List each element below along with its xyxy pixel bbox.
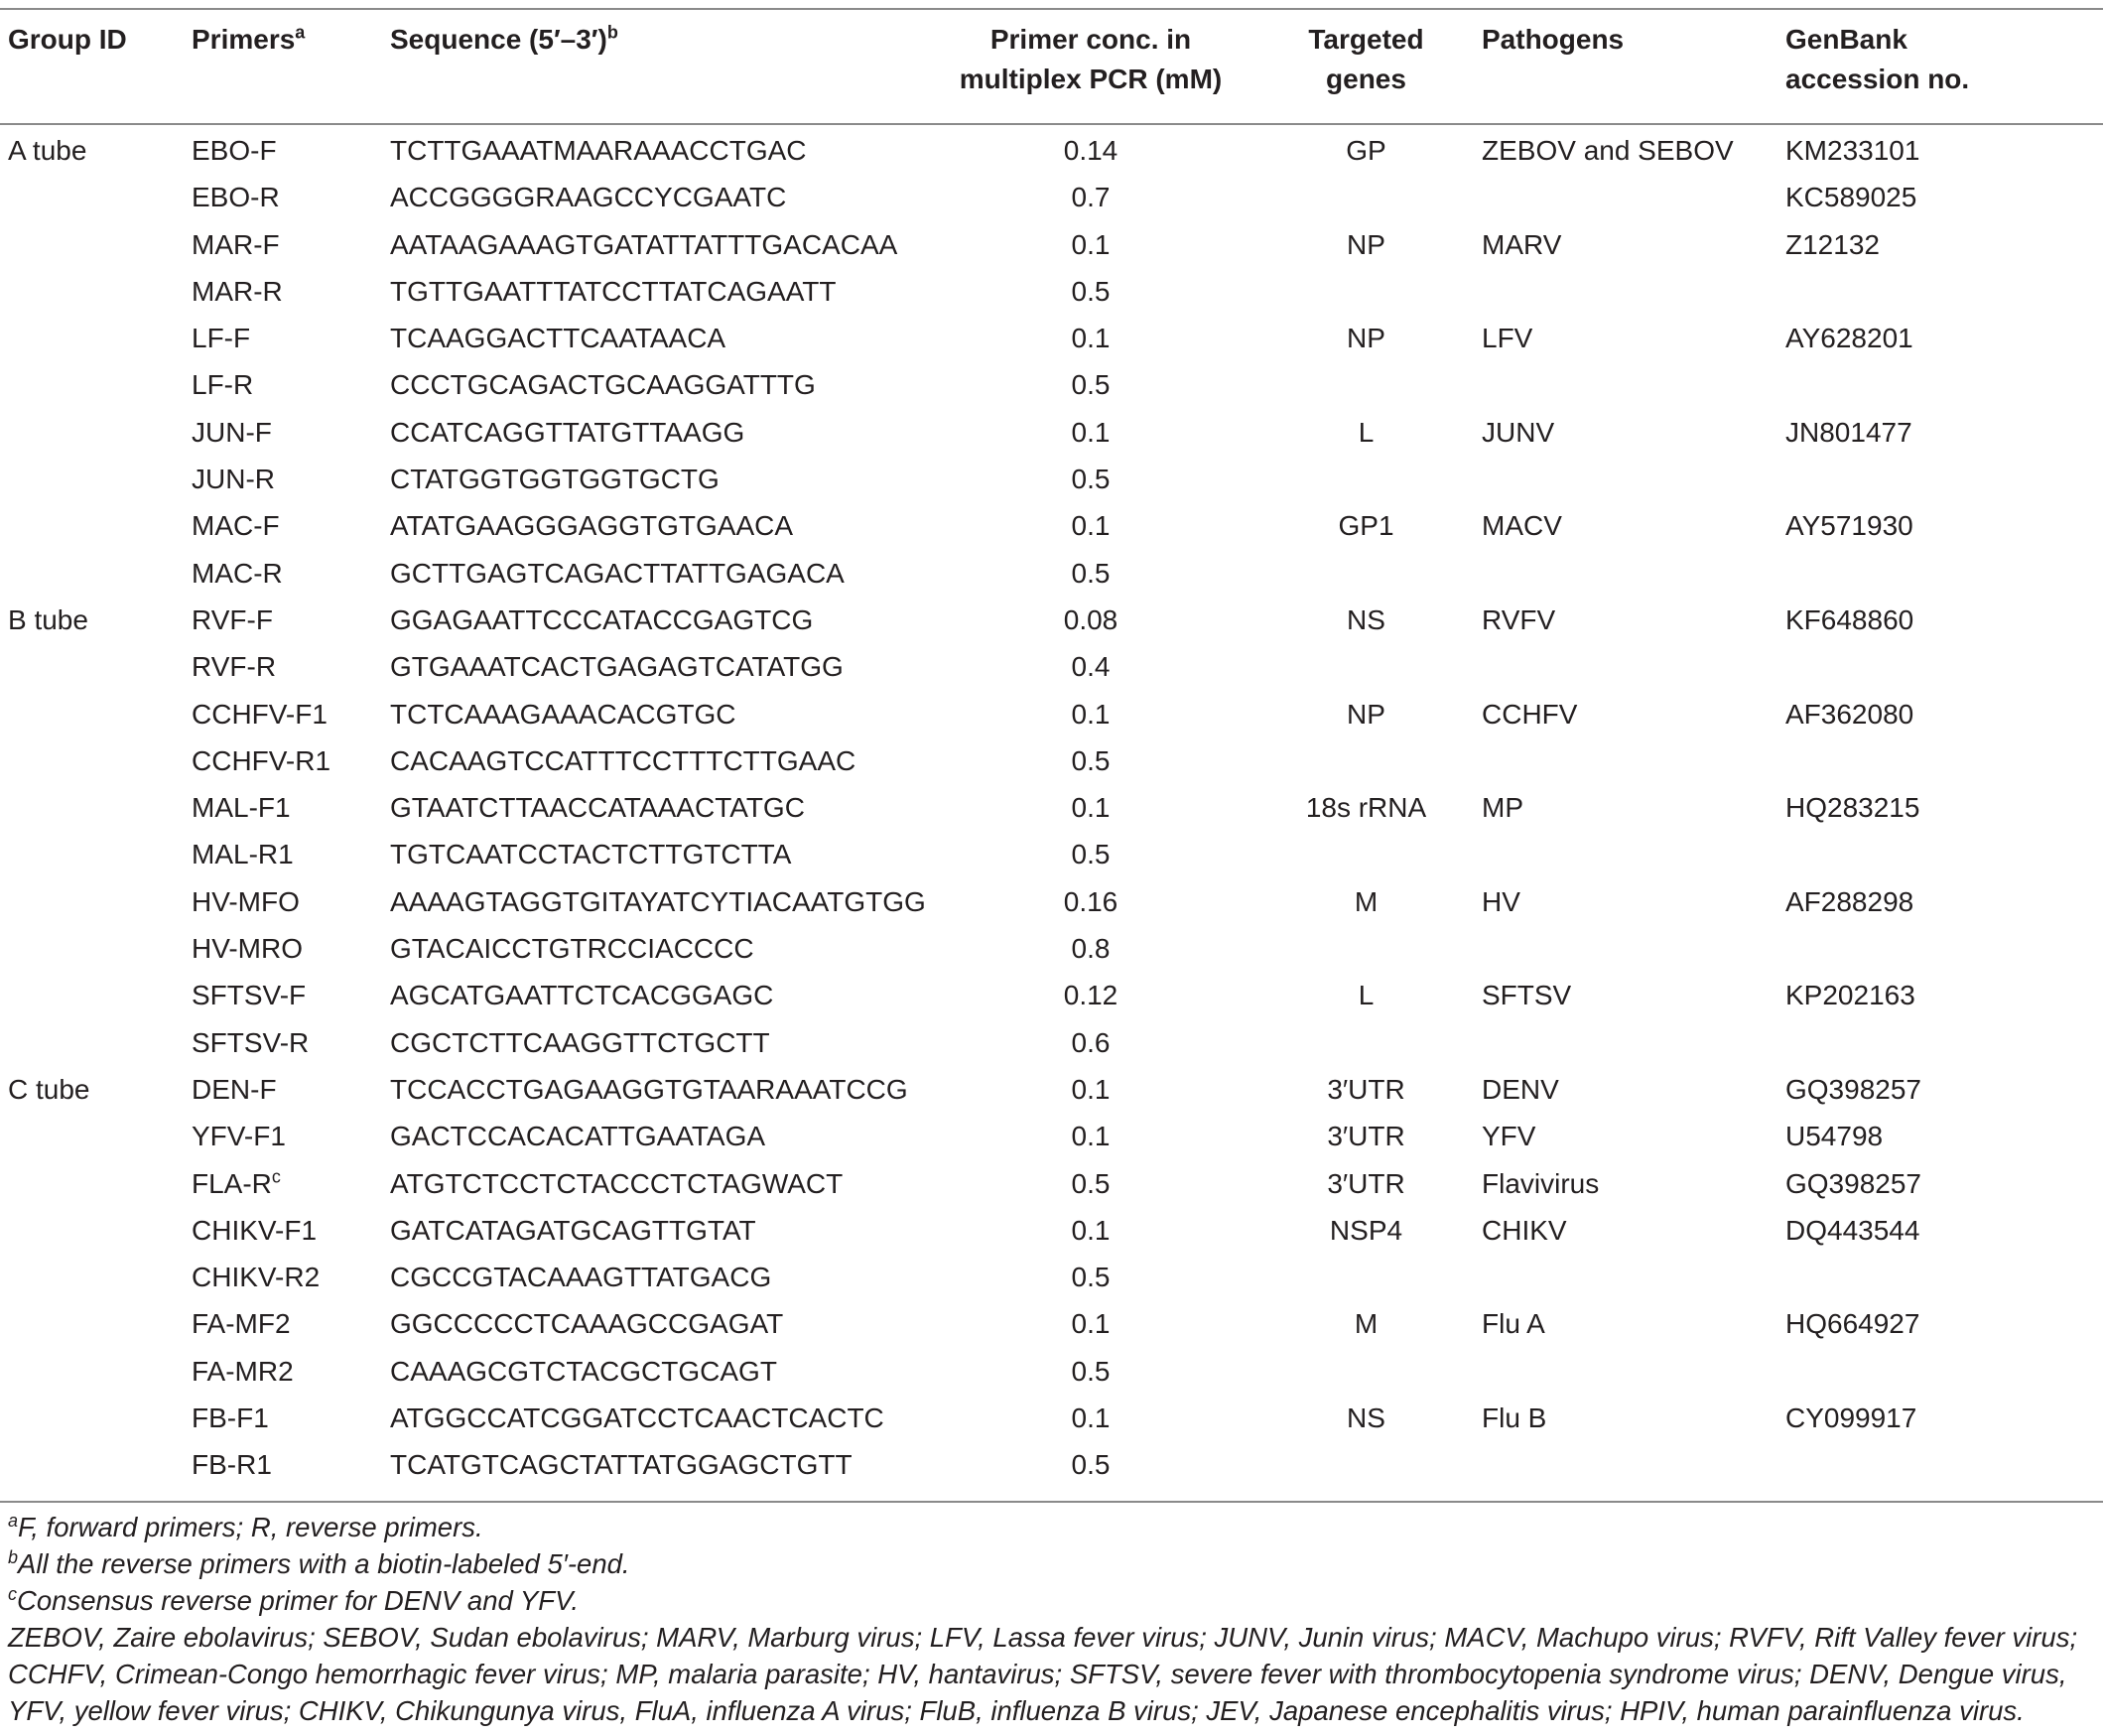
cell-group-id — [0, 1207, 192, 1254]
cell-primer: LF-R — [192, 369, 254, 401]
cell-sequence: GCTTGAGTCAGACTTATTGAGACA — [390, 557, 845, 589]
cell-pathogen: Flu A — [1482, 1308, 1545, 1340]
cell-primer: FA-MF2 — [192, 1308, 291, 1340]
cell-group-id — [0, 643, 192, 690]
table-row — [0, 784, 2103, 831]
cell-genbank-accession: GQ398257 — [1785, 1167, 1921, 1199]
cell-pathogen — [1482, 1019, 1785, 1066]
cell-sequence: ATATGAAGGGAGGTGTGAACA — [390, 510, 794, 542]
cell-group-id — [0, 1160, 192, 1207]
cell-primer-conc: 0.5 — [1071, 557, 1111, 589]
cell-primer: HV-MRO — [192, 933, 303, 965]
table-row — [0, 1066, 2103, 1113]
footnote-abbreviations: ZEBOV, Zaire ebolavirus; SEBOV, Sudan ebolavirus; MARV, Marburg virus; LFV, Lassa fever virus; JUNV, Junin virus; MACV, Machupo virus; RVFV, Rift Valley fever virus; CCHFV, Crimean-Congo hemorrhagic fever virus; MP, malaria parasite; HV, hantavirus; SFTSV, severe fever with thrombocytopenia syndrome virus; DENV, Dengue virus, YFV, yellow fever virus; CHIKV, Chikungunya virus, FluA, influenza A virus; FluB, influenza B virus; JEV, Japanese encephalitis virus; HPIV, human parainfluenza virus. — [8, 1622, 2078, 1726]
cell-sequence: GGAGAATTCCCATACCGAGTCG — [390, 603, 814, 635]
table-row — [0, 925, 2103, 972]
cell-pathogen — [1482, 737, 1785, 784]
cell-pathogen — [1482, 1348, 1785, 1395]
cell-primer: LF-F — [192, 323, 251, 354]
cell-targeted-gene — [1250, 550, 1482, 597]
cell-pathogen: CCHFV — [1482, 698, 1578, 730]
cell-group-id — [0, 174, 192, 220]
cell-primer: JUN-R — [192, 464, 275, 495]
cell-genbank-accession — [1785, 1441, 2103, 1488]
cell-pathogen: MARV — [1482, 228, 1562, 260]
cell-targeted-gene: 3′UTR — [1327, 1073, 1405, 1105]
cell-group-id — [0, 1348, 192, 1395]
cell-primer-conc: 0.5 — [1071, 464, 1111, 495]
table-row — [0, 1395, 2103, 1441]
cell-targeted-gene — [1250, 361, 1482, 408]
cell-group-id — [0, 502, 192, 549]
cell-sequence: CGCTCTTCAAGGTTCTGCTT — [390, 1026, 770, 1058]
cell-genbank-accession — [1785, 643, 2103, 690]
cell-genbank-accession: U54798 — [1785, 1121, 1884, 1152]
cell-genbank-accession: AF362080 — [1785, 698, 1914, 730]
cell-primer-conc: 0.8 — [1071, 933, 1111, 965]
cell-targeted-gene — [1250, 1441, 1482, 1488]
cell-targeted-gene: GP — [1346, 135, 1386, 166]
cell-sequence: CGCCGTACAAAGTTATGACG — [390, 1262, 772, 1293]
cell-pathogen: RVFV — [1482, 603, 1556, 635]
cell-pathogen — [1482, 643, 1785, 690]
header-genbank: GenBank accession no. — [1785, 24, 1970, 94]
cell-primer-conc: 0.5 — [1071, 839, 1111, 870]
cell-group-id — [0, 831, 192, 877]
header-targeted-genes: Targeted genes — [1308, 24, 1424, 94]
table-row — [0, 597, 2103, 643]
cell-primer-conc: 0.5 — [1071, 744, 1111, 776]
cell-sequence: GATCATAGATGCAGTTGTAT — [390, 1214, 756, 1246]
cell-group-id — [0, 221, 192, 268]
cell-pathogen — [1482, 1441, 1785, 1488]
cell-targeted-gene: 18s rRNA — [1305, 792, 1427, 824]
cell-pathogen — [1482, 268, 1785, 315]
table-row — [0, 1160, 2103, 1207]
cell-sequence: TCCACCTGAGAAGGTGTAARAAATCCG — [390, 1073, 908, 1105]
footnote-marker: c — [271, 1166, 281, 1187]
cell-genbank-accession — [1785, 1348, 2103, 1395]
cell-primer: EBO-R — [192, 182, 280, 213]
cell-pathogen: Flu B — [1482, 1402, 1547, 1434]
table-body — [0, 113, 2103, 1489]
cell-sequence: TCATGTCAGCTATTATGGAGCTGTT — [390, 1449, 853, 1481]
cell-genbank-accession: KP202163 — [1785, 980, 1915, 1011]
cell-group-id — [0, 268, 192, 315]
cell-primer-conc: 0.1 — [1071, 1308, 1111, 1340]
cell-primer: FA-MR2 — [192, 1355, 294, 1387]
primer-table — [0, 10, 2103, 1489]
table-row — [0, 409, 2103, 456]
cell-pathogen: ZEBOV and SEBOV — [1482, 135, 1734, 166]
cell-primer-conc: 0.08 — [1063, 603, 1118, 635]
cell-primer-conc: 0.1 — [1071, 1073, 1111, 1105]
cell-primer: MAL-R1 — [192, 839, 294, 870]
cell-targeted-gene: NS — [1347, 603, 1385, 635]
cell-group-id — [0, 315, 192, 361]
cell-genbank-accession: KF648860 — [1785, 603, 1914, 635]
cell-targeted-gene: NSP4 — [1329, 1214, 1403, 1246]
cell-primer-conc: 0.5 — [1071, 1355, 1111, 1387]
cell-genbank-accession: CY099917 — [1785, 1402, 1917, 1434]
cell-group-id — [0, 1254, 192, 1300]
cell-sequence: TCTTGAAATMAARAAACCTGAC — [390, 135, 807, 166]
cell-pathogen: HV — [1482, 885, 1520, 917]
cell-group-id — [0, 409, 192, 456]
cell-group-id: C tube — [8, 1073, 90, 1105]
table-row — [0, 456, 2103, 502]
cell-primer: JUN-F — [192, 416, 272, 448]
cell-pathogen — [1482, 550, 1785, 597]
cell-pathogen — [1482, 831, 1785, 877]
cell-targeted-gene — [1250, 456, 1482, 502]
table-row — [0, 315, 2103, 361]
header-pathogens: Pathogens — [1482, 24, 1625, 55]
cell-sequence: AATAAGAAAGTGATATTATTTGACACAA — [390, 228, 898, 260]
cell-genbank-accession — [1785, 361, 2103, 408]
cell-pathogen — [1482, 456, 1785, 502]
cell-group-id — [0, 1019, 192, 1066]
footnote-a: $^a$F, forward primers; R, reverse primers. — [8, 1510, 483, 1542]
cell-pathogen: JUNV — [1482, 416, 1555, 448]
cell-primer-conc: 0.1 — [1071, 323, 1111, 354]
cell-genbank-accession — [1785, 831, 2103, 877]
table-row — [0, 268, 2103, 315]
cell-sequence: CAAAGCGTCTACGCTGCAGT — [390, 1355, 777, 1387]
cell-pathogen: YFV — [1482, 1121, 1536, 1152]
cell-sequence: ACCGGGGRAAGCCYCGAATC — [390, 182, 787, 213]
table-row — [0, 1113, 2103, 1159]
cell-genbank-accession — [1785, 925, 2103, 972]
cell-pathogen — [1482, 1254, 1785, 1300]
cell-group-id: B tube — [8, 603, 88, 635]
bottom-rule — [0, 1501, 2103, 1503]
cell-primer-conc: 0.5 — [1071, 275, 1111, 307]
cell-targeted-gene: L — [1358, 416, 1375, 448]
cell-targeted-gene — [1250, 268, 1482, 315]
cell-sequence: GACTCCACACATTGAATAGA — [390, 1121, 766, 1152]
cell-targeted-gene: M — [1354, 1308, 1379, 1340]
cell-primer-conc: 0.5 — [1071, 1262, 1111, 1293]
cell-genbank-accession: AY628201 — [1785, 323, 1913, 354]
cell-genbank-accession: Z12132 — [1785, 228, 1880, 260]
cell-genbank-accession: GQ398257 — [1785, 1073, 1921, 1105]
cell-sequence: GTACAICCTGTRCCIACCCC — [390, 933, 754, 965]
header-primers: Primers$^a$ — [192, 22, 306, 55]
cell-group-id — [0, 456, 192, 502]
table-row — [0, 221, 2103, 268]
cell-primer-conc: 0.1 — [1071, 510, 1111, 542]
cell-sequence: ATGGCCATCGGATCCTCAACTCACTC — [390, 1402, 884, 1434]
table-row — [0, 174, 2103, 220]
cell-pathogen — [1482, 925, 1785, 972]
cell-group-id — [0, 1300, 192, 1347]
cell-primer: FB-R1 — [192, 1449, 272, 1481]
cell-genbank-accession: KC589025 — [1785, 182, 1917, 213]
cell-primer: HV-MFO — [192, 885, 300, 917]
cell-primer: CHIKV-R2 — [192, 1262, 321, 1293]
table-row — [0, 1207, 2103, 1254]
cell-group-id — [0, 1395, 192, 1441]
cell-primer: MAR-R — [192, 275, 283, 307]
cell-sequence: ATGTCTCCTCTACCCTCTAGWACT — [390, 1167, 844, 1199]
cell-genbank-accession: JN801477 — [1785, 416, 1912, 448]
table-row — [0, 550, 2103, 597]
cell-group-id — [0, 691, 192, 737]
cell-primer: RVF-R — [192, 651, 277, 683]
cell-primer-conc: 0.14 — [1063, 135, 1118, 166]
cell-primer-conc: 0.12 — [1063, 980, 1118, 1011]
table-row — [0, 502, 2103, 549]
cell-primer: DEN-F — [192, 1073, 277, 1105]
table-row — [0, 361, 2103, 408]
cell-sequence: AAAAGTAGGTGITAYATCYTIACAATGTGG — [390, 885, 926, 917]
cell-pathogen: Flavivirus — [1482, 1167, 1600, 1199]
cell-primer: CCHFV-F1 — [192, 698, 328, 730]
cell-targeted-gene: 3′UTR — [1327, 1121, 1405, 1152]
cell-targeted-gene — [1250, 925, 1482, 972]
cell-pathogen: SFTSV — [1482, 980, 1572, 1011]
cell-pathogen: CHIKV — [1482, 1214, 1567, 1246]
cell-group-id — [0, 972, 192, 1018]
cell-primer-conc: 0.1 — [1071, 792, 1111, 824]
cell-sequence: CCCTGCAGACTGCAAGGATTTG — [390, 369, 816, 401]
cell-primer: CHIKV-F1 — [192, 1214, 318, 1246]
cell-primer: MAL-F1 — [192, 792, 291, 824]
cell-genbank-accession: HQ283215 — [1785, 792, 1920, 824]
cell-primer: MAC-F — [192, 510, 280, 542]
cell-sequence: TCTCAAAGAAACACGTGC — [390, 698, 736, 730]
cell-primer: MAC-R — [192, 557, 283, 589]
cell-pathogen — [1482, 174, 1785, 220]
cell-primer: EBO-F — [192, 135, 277, 166]
header-group-id: Group ID — [8, 24, 127, 55]
cell-genbank-accession — [1785, 268, 2103, 315]
table-row — [0, 1019, 2103, 1066]
cell-group-id — [0, 737, 192, 784]
cell-targeted-gene — [1250, 831, 1482, 877]
cell-genbank-accession — [1785, 456, 2103, 502]
cell-primer: SFTSV-R — [192, 1026, 310, 1058]
cell-sequence: AGCATGAATTCTCACGGAGC — [390, 980, 774, 1011]
table-row — [0, 643, 2103, 690]
table-row — [0, 1441, 2103, 1488]
table-row — [0, 1254, 2103, 1300]
cell-genbank-accession — [1785, 1019, 2103, 1066]
cell-primer-conc: 0.4 — [1071, 651, 1111, 683]
cell-genbank-accession — [1785, 550, 2103, 597]
cell-sequence: TGTTGAATTTATCCTTATCAGAATT — [390, 275, 837, 307]
cell-sequence: TCAAGGACTTCAATAACA — [390, 323, 726, 354]
cell-primer-conc: 0.1 — [1071, 228, 1111, 260]
cell-primer: FLA-$R^c$ — [192, 1166, 281, 1199]
cell-pathogen: DENV — [1482, 1073, 1559, 1105]
cell-group-id — [0, 1113, 192, 1159]
cell-targeted-gene: NP — [1347, 228, 1385, 260]
cell-genbank-accession — [1785, 737, 2103, 784]
cell-group-id — [0, 878, 192, 925]
cell-primer-conc: 0.7 — [1071, 182, 1111, 213]
cell-primer-conc: 0.5 — [1071, 1449, 1111, 1481]
cell-targeted-gene: GP1 — [1338, 510, 1394, 542]
cell-primer-conc: 0.1 — [1071, 416, 1111, 448]
header-primer-conc: Primer conc. in multiplex PCR (mM) — [959, 24, 1223, 94]
header-sequence: Sequence $(5'-3')^b$ — [390, 22, 618, 55]
cell-genbank-accession: AY571930 — [1785, 510, 1913, 542]
cell-primer-conc: 0.5 — [1071, 1167, 1111, 1199]
cell-primer: YFV-F1 — [192, 1121, 286, 1152]
cell-primer-conc: 0.6 — [1071, 1026, 1111, 1058]
cell-targeted-gene — [1250, 1019, 1482, 1066]
cell-targeted-gene — [1250, 643, 1482, 690]
cell-primer: FB-F1 — [192, 1402, 269, 1434]
cell-primer-conc: 0.16 — [1063, 885, 1118, 917]
cell-primer: CCHFV-R1 — [192, 744, 331, 776]
cell-primer: RVF-F — [192, 603, 273, 635]
header-row — [0, 10, 2103, 113]
table-row — [0, 878, 2103, 925]
cell-group-id — [0, 361, 192, 408]
cell-targeted-gene: NP — [1347, 698, 1385, 730]
cell-targeted-gene: 3′UTR — [1327, 1167, 1405, 1199]
table-row — [0, 737, 2103, 784]
table-row — [0, 691, 2103, 737]
table-row — [0, 1348, 2103, 1395]
cell-pathogen: MP — [1482, 792, 1523, 824]
cell-sequence: GTGAAATCACTGAGAGTCATATGG — [390, 651, 844, 683]
cell-sequence: TGTCAATCCTACTCTTGTCTTA — [390, 839, 792, 870]
cell-pathogen — [1482, 361, 1785, 408]
cell-genbank-accession: AF288298 — [1785, 885, 1914, 917]
cell-pathogen: LFV — [1482, 323, 1533, 354]
cell-group-id — [0, 1441, 192, 1488]
cell-targeted-gene — [1250, 737, 1482, 784]
cell-group-id — [0, 550, 192, 597]
cell-sequence: GTAATCTTAACCATAAACTATGC — [390, 792, 805, 824]
cell-genbank-accession: DQ443544 — [1785, 1214, 1920, 1246]
cell-targeted-gene: NS — [1347, 1402, 1385, 1434]
cell-primer: SFTSV-F — [192, 980, 307, 1011]
cell-targeted-gene: M — [1354, 885, 1379, 917]
cell-primer-conc: 0.1 — [1071, 1214, 1111, 1246]
cell-primer-conc: 0.5 — [1071, 369, 1111, 401]
table-row — [0, 972, 2103, 1018]
table-footnotes — [8, 1509, 2097, 1729]
cell-genbank-accession — [1785, 1254, 2103, 1300]
cell-primer-conc: 0.1 — [1071, 1121, 1111, 1152]
cell-sequence: CTATGGTGGTGGTGCTG — [390, 464, 720, 495]
cell-group-id — [0, 925, 192, 972]
cell-pathogen: MACV — [1482, 510, 1562, 542]
cell-targeted-gene: L — [1358, 980, 1375, 1011]
cell-targeted-gene — [1250, 1348, 1482, 1395]
cell-sequence: CCATCAGGTTATGTTAAGG — [390, 416, 745, 448]
cell-genbank-accession: HQ664927 — [1785, 1308, 1920, 1340]
footnote-b: $^b$All the reverse primers with a biotin-labeled 5′-end. — [8, 1546, 630, 1579]
table-row — [0, 113, 2103, 174]
cell-targeted-gene — [1250, 1254, 1482, 1300]
cell-targeted-gene — [1250, 174, 1482, 220]
cell-group-id: A tube — [8, 135, 87, 166]
footnote-c: $^c$Consensus reverse primer for DENV and YFV. — [8, 1583, 580, 1616]
cell-group-id — [0, 784, 192, 831]
cell-sequence: CACAAGTCCATTTCCTTTCTTGAAC — [390, 744, 856, 776]
table-row — [0, 1300, 2103, 1347]
cell-targeted-gene: NP — [1347, 323, 1385, 354]
cell-primer-conc: 0.1 — [1071, 698, 1111, 730]
cell-primer: MAR-F — [192, 228, 280, 260]
cell-primer-conc: 0.1 — [1071, 1402, 1111, 1434]
table-row — [0, 831, 2103, 877]
cell-genbank-accession: KM233101 — [1785, 135, 1920, 166]
cell-sequence: GGCCCCCTCAAAGCCGAGAT — [390, 1308, 784, 1340]
